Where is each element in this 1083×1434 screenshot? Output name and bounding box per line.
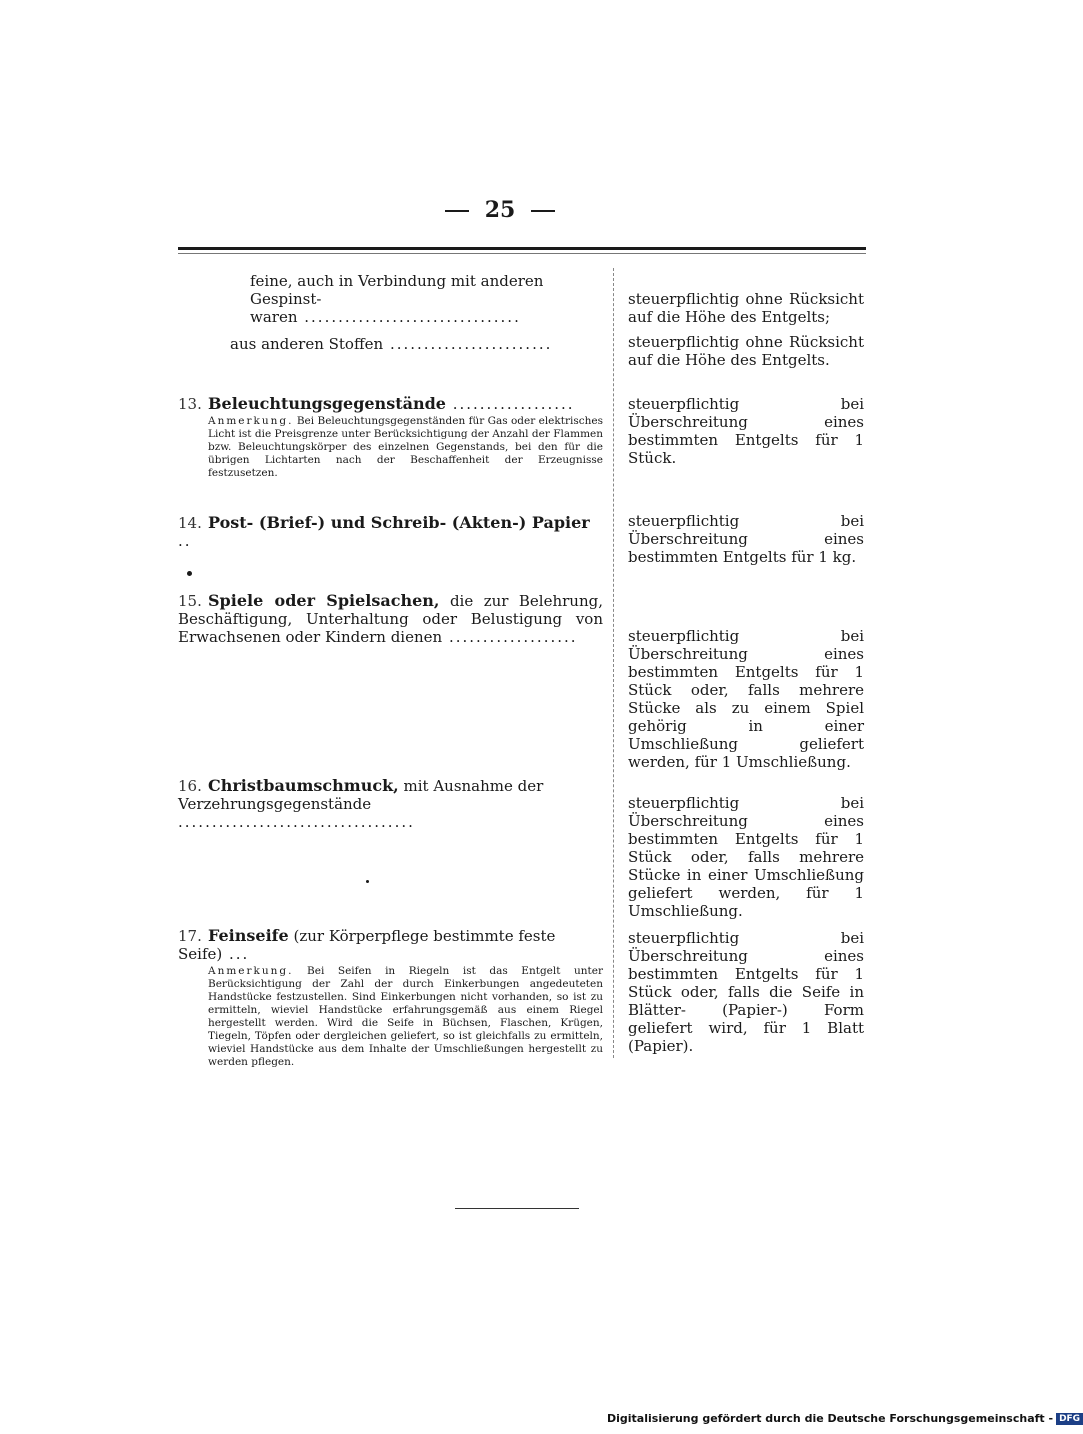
header-rule-thin (178, 253, 866, 254)
item-14-right: steuerpflichtig bei Überschreitung eines bestimmten Entgelts für 1 kg. (628, 512, 864, 566)
item-15-right: steuerpflichtig bei Überschreitung eines bestimmten Entgelts für 1 Stück oder, falls mehrere Stücke als zu einem Spiel gehörig in einer Umschließung geliefert werden, für 1 Umschließung. (628, 627, 864, 771)
item-number: 17. (178, 927, 202, 945)
closing-rule (455, 1208, 579, 1209)
footer-text: Digitalisierung gefördert durch die Deutsche Forschungsgemeinschaft - (607, 1412, 1054, 1425)
row-gespinstwaren-left (178, 272, 603, 326)
item-number: 13. (178, 395, 202, 413)
item-number: 15. (178, 592, 202, 610)
item-16: 16. Christbaumschmuck, mit Ausnahme der Verzehrungsgegenstände ................................... (178, 776, 544, 831)
item-heading: Beleuchtungsgegenstände (208, 394, 446, 413)
row-text-cont: waren ................................ (250, 308, 521, 326)
note: Anmerkung. Bei Beleuchtungsgegenständen für Gas oder elektrisches Licht ist die Preisgrenze unter Berücksichtigung der Anzahl der Flammen bzw. Beleuchtungskörper des einzelnen Gegenstands, bei den für die übrigen Lichtarten nach der Beschaffenheit der Erzeugnisse festzusetzen. (208, 415, 603, 479)
row-text: feine, auch in Verbindung mit anderen Gespinst- (250, 272, 544, 308)
item-heading: Feinseife (208, 926, 289, 945)
note: Anmerkung. Bei Seifen in Riegeln ist das Entgelt unter Berücksichtigung der Zahl der durch Einkerbungen angedeuteten Handstücke festzustellen. Sind Einkerbungen nicht vorhanden, so ist zu ermitteln, wieviel Handstücke erfahrungsgemäß aus einem Riegel hergestellt werden. Wird die Seife in Büchsen, Flaschen, Krügen, Tiegeln, Töpfen oder dergleichen geliefert, so ist gleichfalls zu ermitteln, wieviel Handstücke aus dem Inhalte der Umschließungen hergestellt zu werden pflegen. (208, 965, 603, 1068)
column-divider (613, 268, 614, 1058)
item-heading: Christbaumschmuck, (208, 776, 399, 795)
digitization-footer (607, 1412, 1083, 1425)
item-17-right: steuerpflichtig bei Überschreitung eines bestimmten Entgelts für 1 Stück oder, falls die Seife in Blätter- (Papier-) Form geliefert wird, für 1 Blatt (Papier). (628, 929, 864, 1055)
item-number: 16. (178, 777, 202, 795)
dash-right (531, 210, 555, 212)
header-rule (178, 247, 866, 250)
item-heading: Post- (Brief-) und Schreib- (Akten-) Papier (208, 513, 590, 532)
item-16-right: steuerpflichtig bei Überschreitung eines bestimmten Entgelts für 1 Stück oder, falls mehrere Stücke in einer Umschließung geliefert werden, für 1 Umschließung. (628, 794, 864, 920)
speck (366, 880, 369, 883)
row-andere-stoffe-left: aus anderen Stoffen ........................ (230, 335, 553, 353)
item-heading: Spiele oder Spielsachen, (208, 591, 440, 610)
dash-left (445, 210, 469, 212)
row-andere-stoffe-right: steuerpflichtig ohne Rücksicht auf die Höhe des Entgelts. (628, 333, 864, 369)
dfg-logo: DFG (1056, 1413, 1083, 1425)
page-number-value: 25 (484, 197, 516, 223)
item-15: 15. Spiele oder Spielsachen, die zur Belehrung, Beschäftigung, Unterhaltung oder Belustigung von Erwachsenen oder Kindern dienen ................... (178, 591, 603, 646)
item-13: 13. Beleuchtungsgegenstände .................. Anmerkung. Bei Beleuchtungsgegenständen für Gas oder elektrisches Licht ist die Preisgrenze unter Berücksichtigung der Anzahl der Flammen bzw. Beleuchtungskörper des einzelnen Gegenstands, bei den für die übrigen Lichtarten nach der Beschaffenheit der Erzeugnisse festzusetzen. (178, 394, 603, 479)
item-17: 17. Feinseife (zur Körperpflege bestimmte feste Seife) ... Anmerkung. Bei Seifen in Riegeln ist das Entgelt unter Berücksichtigung der Zahl der durch Einkerbungen angedeuteten Handstücke festzustellen. Sind Einkerbungen nicht vorhanden, so ist zu ermitteln, wieviel Handstücke erfahrungsgemäß aus einem Riegel hergestellt werden. Wird die Seife in Büchsen, Flaschen, Krügen, Tiegeln, Töpfen oder dergleichen geliefert, so ist gleichfalls zu ermitteln, wieviel Handstücke aus dem Inhalte der Umschließungen hergestellt zu werden pflegen. (178, 926, 603, 1068)
page-number (0, 197, 1000, 223)
item-number: 14. (178, 514, 202, 532)
row-gespinstwaren-right: steuerpflichtig ohne Rücksicht auf die Höhe des Entgelts; (628, 290, 864, 326)
item-13-right: steuerpflichtig bei Überschreitung eines bestimmten Entgelts für 1 Stück. (628, 395, 864, 467)
item-14: 14. Post- (Brief-) und Schreib- (Akten-) Papier .. (178, 513, 590, 550)
speck (187, 571, 192, 576)
